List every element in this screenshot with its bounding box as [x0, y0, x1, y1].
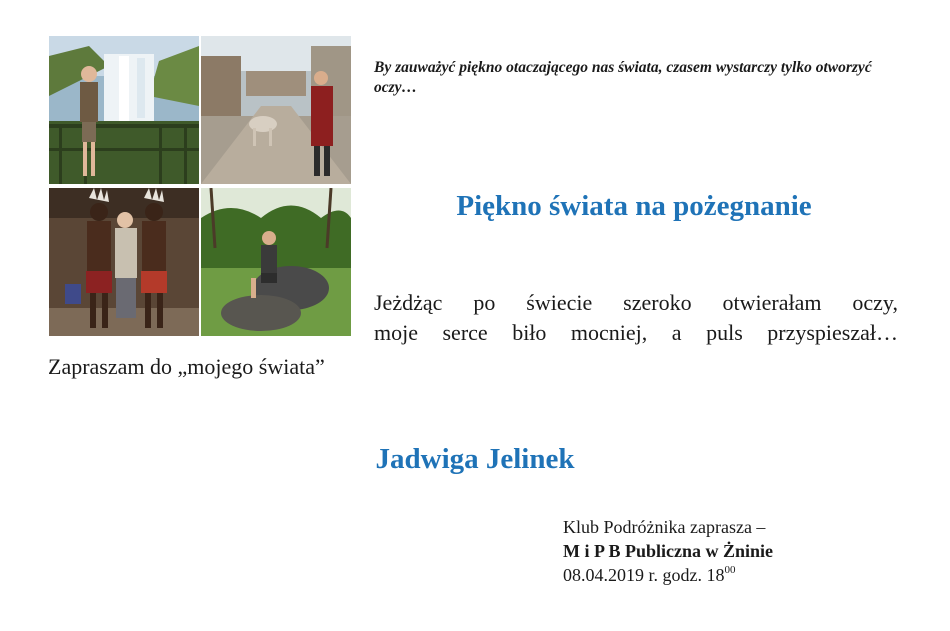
photo-street-with-cow: [201, 36, 351, 184]
event-footer: [563, 515, 923, 587]
description-line-1: Jeżdżąc po świecie szeroko otwierałam oczy,: [374, 290, 898, 315]
photo-jungle-rock: [201, 188, 351, 336]
event-title: Piękno świata na pożegnanie: [456, 190, 812, 222]
event-date-time: [563, 563, 923, 587]
description-line-2: moje serce biło mocniej, a puls przyspieszał…: [374, 320, 898, 345]
organizer-line: Klub Podróżnika zaprasza –: [563, 517, 766, 537]
event-date: 08.04.2019 r. godz. 18: [563, 565, 725, 585]
organization-name: M i P B Publiczna w Żninie: [563, 541, 774, 561]
event-description: [374, 288, 898, 348]
photo-collage: [49, 36, 351, 336]
photo-waterfall-traveler: [49, 36, 199, 184]
invitation-text: Zapraszam do „mojego świata”: [48, 354, 325, 379]
photo-with-tribesmen: [49, 188, 199, 336]
quote-text: By zauważyć piękno otaczającego nas świata, czasem wystarczy tylko otworzyć oczy…: [374, 59, 872, 96]
event-time-minutes: 00: [724, 564, 736, 576]
author-name: Jadwiga Jelinek: [375, 443, 575, 475]
